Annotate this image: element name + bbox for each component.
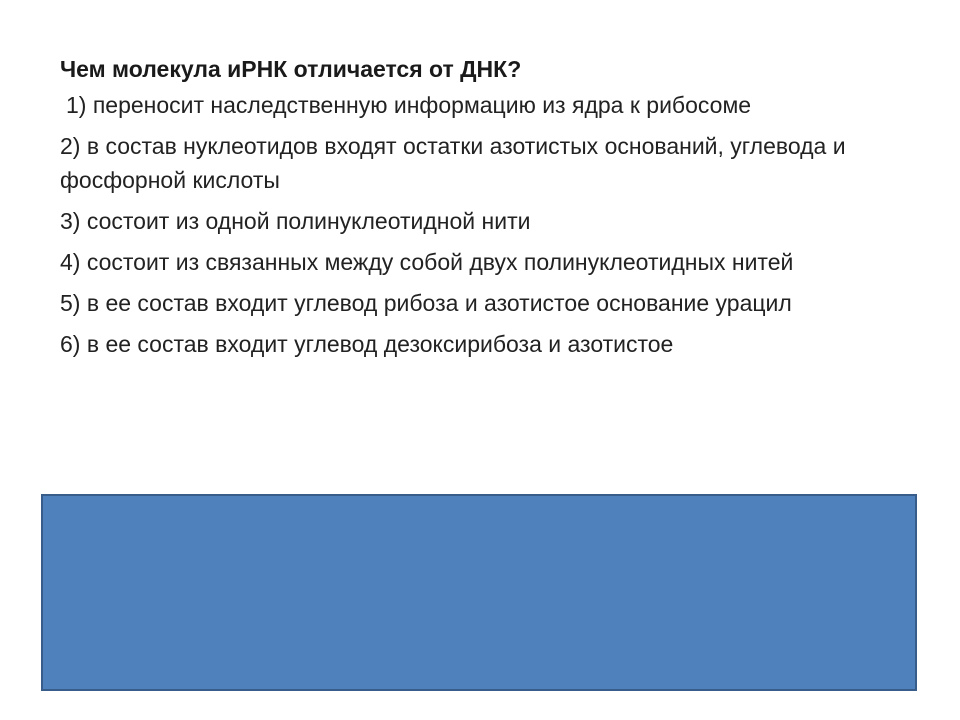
question-text: Чем молекула иРНК отличается от ДНК? (60, 56, 522, 82)
answer-cover-box[interactable] (41, 494, 917, 691)
answer-option-1: 1) переносит наследственную информацию из ядра к рибосоме (66, 92, 752, 118)
answer-option-5: 5) в ее состав входит углевод рибоза и азотистое основание урацил (60, 290, 792, 316)
answer-option-6: 6) в ее состав входит углевод дезоксирибоза и азотистое (60, 331, 674, 357)
slide-content (60, 52, 920, 368)
answer-option-2: 2) в состав нуклеотидов входят остатки азотистых оснований, углевода и фосфорной кислоты (60, 133, 846, 193)
answer-option-4: 4) состоит из связанных между собой двух полинуклеотидных нитей (60, 249, 794, 275)
answer-option-3: 3) состоит из одной полинуклеотидной нити (60, 208, 531, 234)
